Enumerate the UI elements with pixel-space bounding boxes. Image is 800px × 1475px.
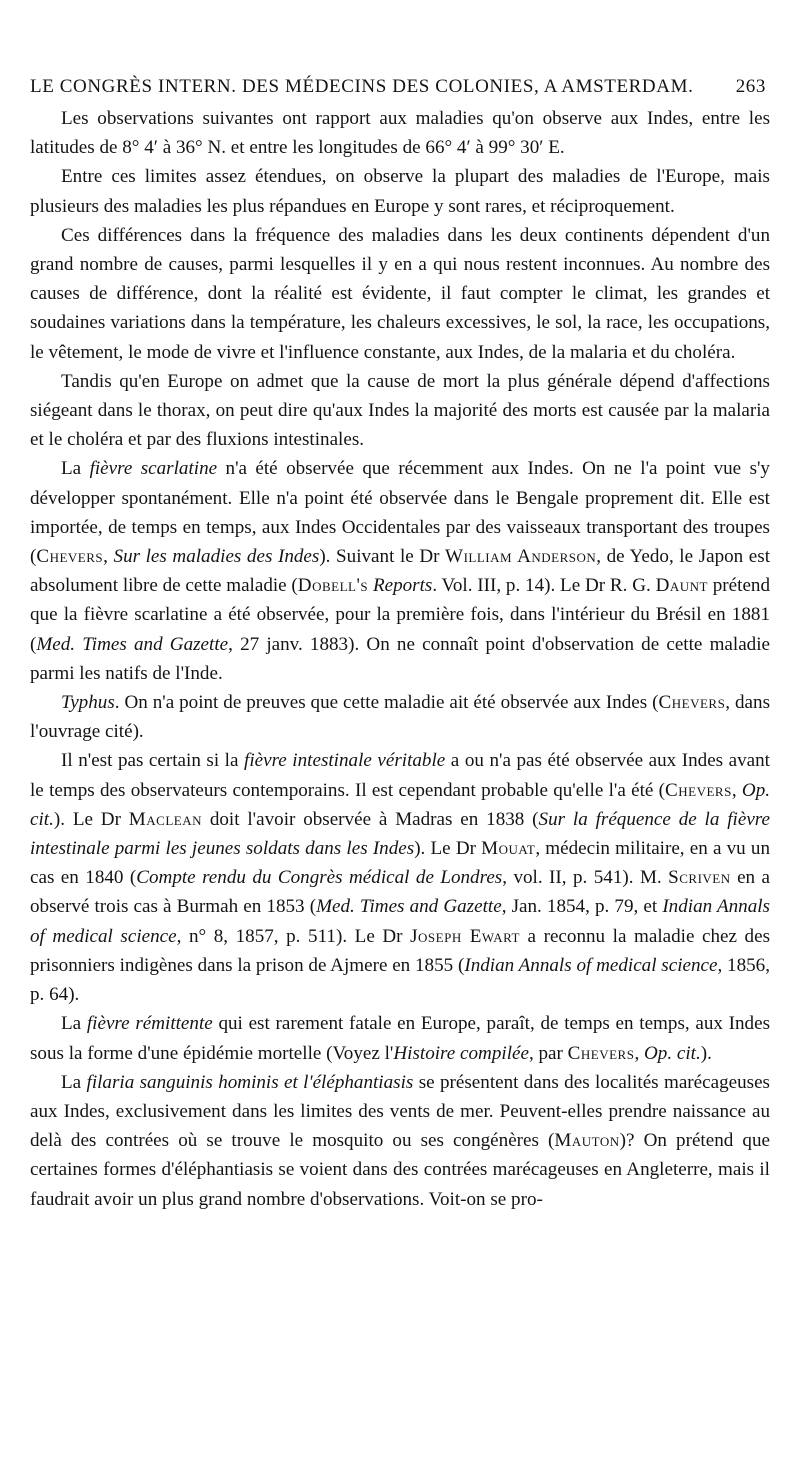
text-run: , médecin militaire, en a vu un cas en 1840 ( <box>30 838 770 889</box>
italic-text: Compte rendu du Congrès médical de Londres <box>136 867 503 889</box>
text-run: , dans l'ouvrage cité). <box>30 692 770 743</box>
text-run: se présentent dans des localités marécageuses aux Indes, exclusivement dans les limites des vents de mer. Peuvent-elles prendre naissance au delà des contrées où se trouve le mosquito ou ses congénères ( <box>30 1071 770 1152</box>
paragraph <box>30 1068 770 1214</box>
text-run: )? On prétend que certaines formes d'éléphantiasis se voient dans des contrées marécageuses en Angleterre, mais il faudrait avoir un plus grand nombre d'observations. Voit-on se pro- <box>30 1130 770 1210</box>
small-caps-name: Mouat <box>481 838 536 860</box>
text-run: Il n'est pas certain si la <box>61 750 245 772</box>
small-caps-name: Mauton <box>554 1130 620 1152</box>
italic-text: fièvre rémittente <box>86 1013 213 1035</box>
page-number: 263 <box>735 76 766 97</box>
paragraph <box>30 221 770 367</box>
italic-text: Op. cit. <box>644 1042 701 1064</box>
text-run: Entre ces limites assez étendues, on observe la plupart des maladies de l'Europe, mais plusieurs des maladies les plus répandues en Europe y sont rares, et réciproquement. <box>30 166 770 217</box>
text-run: , <box>103 546 114 568</box>
text-run: n'a été observée que récemment aux Indes. On ne l'a point vue s'y développer spontanément. Elle n'a point été observée dans le Bengale proprement dit. Elle est importée, de temps en temps, aux Indes Occidentales par des vaisseaux transportant des troupes ( <box>30 458 770 568</box>
italic-text: Med. Times and Gazette <box>36 633 229 655</box>
paragraph <box>30 367 770 455</box>
italic-text: Sur la fréquence de la fièvre intestinale parmi les jeunes soldats dans les Indes <box>30 808 770 860</box>
italic-text: fièvre intestinale véritable <box>244 750 446 772</box>
small-caps-name: Dobell's <box>297 575 369 597</box>
running-title: LE CONGRÈS INTERN. DES MÉDECINS DES COLONIES, A AMSTERDAM. <box>30 76 694 97</box>
italic-text: Histoire compilée <box>393 1042 529 1064</box>
text-run: La <box>61 458 90 480</box>
paragraph <box>30 688 770 746</box>
text-run: , Jan. 1854, p. 79, et <box>501 896 663 918</box>
text-run: . Vol. III, p. 14). Le Dr R. G. <box>432 575 656 597</box>
text-run: ). <box>700 1042 712 1064</box>
italic-text: Sur les maladies des Indes <box>113 546 320 568</box>
text-run: , n° 8, 1857, p. 511). Le Dr <box>176 925 411 947</box>
italic-text: Indian Annals of medical science <box>464 954 718 976</box>
italic-text: fièvre scarlatine <box>89 458 218 480</box>
paragraph <box>30 454 770 688</box>
text-run: doit l'avoir observée à Madras en 1838 ( <box>202 808 539 830</box>
small-caps-name: Chevers <box>36 546 104 568</box>
text-run: Tandis qu'en Europe on admet que la cause de mort la plus générale dépend d'affections siégeant dans le thorax, on peut dire qu'aux Indes la majorité des morts est causée par la malaria et le choléra et par des fluxions intestinales. <box>30 370 770 451</box>
text-run: , 27 janv. 1883). On ne connaît point d'observation de cette maladie parmi les natifs de l'Inde. <box>30 633 770 684</box>
italic-text: Reports <box>372 575 433 597</box>
paragraph <box>30 746 770 1009</box>
small-caps-name: Maclean <box>128 808 202 830</box>
text-run: prétend que la fièvre scarlatine a été observée, pour la première fois, dans l'intérieur du Brésil en 1881 ( <box>30 575 771 655</box>
small-caps-name: Chevers <box>665 779 732 801</box>
text-run: a ou n'a pas été observée aux Indes avant le temps des observateurs contemporains. Il est cependant probable qu'elle l'a été ( <box>30 750 770 801</box>
text-run: . On n'a point de preuves que cette maladie ait été observée aux Indes ( <box>114 692 659 714</box>
paragraph <box>30 162 770 220</box>
text-run: ). Le Dr <box>414 838 482 860</box>
text-run: , <box>634 1042 644 1064</box>
italic-text: Med. Times and Gazette <box>316 896 502 918</box>
running-header <box>30 76 766 98</box>
text-run: Ces différences dans la fréquence des maladies dans les deux continents dépendent d'un grand nombre de causes, parmi lesquelles il y en a qui nous restent inconnues. Au nombre des causes de différence, dont la réalité est évidente, il faut compter le climat, les grandes et soudaines variations dans la température, les chaleurs excessives, le sol, la race, les occupations, le vêtement, le mode de vivre et l'influence constante, aux Indes, de la malaria et du choléra. <box>30 224 770 363</box>
text-run: , <box>731 779 742 801</box>
text-run: La <box>61 1013 87 1035</box>
text-run: Les observations suivantes ont rapport aux maladies qu'on observe aux Indes, entre les latitudes de 8° 4′ à 36° N. et entre les longitudes de 66° 4′ à 99° 30′ E. <box>30 108 770 159</box>
small-caps-name: Daunt <box>655 575 708 597</box>
small-caps-name: Chevers <box>567 1042 635 1064</box>
text-run: ). Le Dr <box>53 808 129 830</box>
small-caps-name: Scriven <box>668 867 731 889</box>
text-run: a reconnu la maladie chez des prisonniers indigènes dans la prison de Ajmere en 1855 ( <box>30 925 771 976</box>
text-run: , vol. II, p. 541). M. <box>502 867 669 889</box>
text-run: ). Suivant le Dr <box>319 546 446 568</box>
text-run: , par <box>528 1042 568 1064</box>
small-caps-name: Joseph Ewart <box>410 925 520 947</box>
text-run: qui est rarement fatale en Europe, paraît, de temps en temps, aux Indes sous la forme d'une épidémie mortelle (Voyez l' <box>30 1013 770 1064</box>
text-run: , de Yedo, le Japon est absolument libre de cette maladie ( <box>30 546 770 597</box>
small-caps-name: William Anderson <box>445 546 597 568</box>
italic-text: Indian Annals of medical science <box>30 896 770 947</box>
text-run: , 1856, p. 64). <box>30 954 770 1006</box>
paragraph <box>30 1009 770 1067</box>
text-run: La <box>61 1071 87 1093</box>
text-run: en a observé trois cas à Burmah en 1853 ( <box>30 867 771 918</box>
small-caps-name: Chevers <box>658 692 726 714</box>
italic-text: filaria sanguinis hominis et l'éléphantiasis <box>86 1071 414 1093</box>
body-text <box>30 104 770 1214</box>
paragraph <box>30 104 770 162</box>
italic-text: Typhus <box>61 692 115 714</box>
italic-text: Op. cit. <box>30 779 771 830</box>
